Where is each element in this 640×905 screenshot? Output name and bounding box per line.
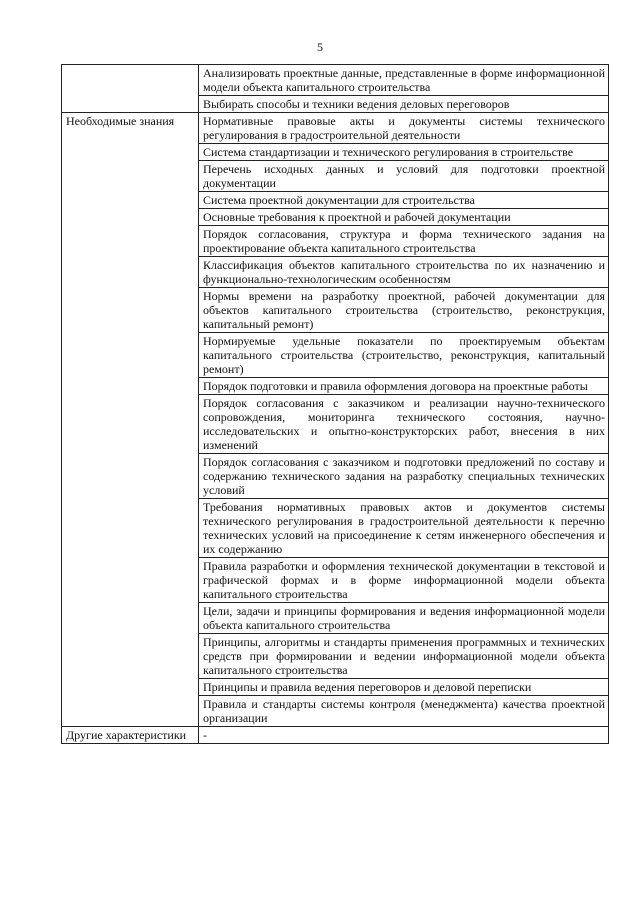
section-item: Цели, задачи и принципы формирования и ведения информационной модели объекта капитального строительства [199, 603, 609, 634]
table-row [62, 65, 609, 96]
table-body [62, 65, 609, 744]
section-item: Классификация объектов капитального строительства по их назначению и функционально-технологическим особенностям [199, 257, 609, 288]
section-item: Выбирать способы и техники ведения деловых переговоров [199, 96, 609, 113]
section-item: Порядок согласования, структура и форма технического задания на проектирование объекта капитального строительства [199, 226, 609, 257]
table-row [62, 113, 609, 144]
section-item: Нормируемые удельные показатели по проектируемым объектам капитального строительства (строительство, реконструкция, капитальный ремонт) [199, 333, 609, 378]
section-item: Перечень исходных данных и условий для подготовки проектной документации [199, 161, 609, 192]
section-item: Принципы, алгоритмы и стандарты применения программных и технических средств при формировании и ведении информационной модели объекта капитального строительства [199, 634, 609, 679]
qualification-table [61, 64, 609, 744]
section-item: - [199, 727, 609, 744]
section-item: Правила разработки и оформления технической документации в текстовой и графической формах и в форме информационной модели объекта капитального строительства [199, 558, 609, 603]
section-item: Требования нормативных правовых актов и документов системы технического регулирования в градостроительной деятельности к перечню технических условий на присоединение к сетям инженерного обеспечения и их содержанию [199, 499, 609, 558]
section-item: Система проектной документации для строительства [199, 192, 609, 209]
section-item: Принципы и правила ведения переговоров и деловой переписки [199, 679, 609, 696]
section-label: Другие характеристики [62, 727, 199, 744]
section-item: Система стандартизации и технического регулирования в строительстве [199, 144, 609, 161]
page-number: 5 [317, 40, 323, 54]
section-item: Порядок согласования с заказчиком и реализации научно-технического сопровождения, мониторинга технического состояния, научно-исследовательских и опытно-конструкторских работ, внесения в них изменений [199, 395, 609, 454]
section-label: Необходимые знания [62, 113, 199, 727]
section-item: Порядок согласования с заказчиком и подготовки предложений по составу и содержанию технического задания на разработку специальных технических условий [199, 454, 609, 499]
section-item: Основные требования к проектной и рабочей документации [199, 209, 609, 226]
section-item: Нормативные правовые акты и документы системы технического регулирования в градостроительной деятельности [199, 113, 609, 144]
section-item: Нормы времени на разработку проектной, рабочей документации для объектов капитального строительства (строительство, реконструкция, капитальный ремонт) [199, 288, 609, 333]
section-item: Правила и стандарты системы контроля (менеджмента) качества проектной организации [199, 696, 609, 727]
section-item: Анализировать проектные данные, представленные в форме информационной модели объекта капитального строительства [199, 65, 609, 96]
section-label [62, 65, 199, 113]
section-item: Порядок подготовки и правила оформления договора на проектные работы [199, 378, 609, 395]
table-row [62, 727, 609, 744]
